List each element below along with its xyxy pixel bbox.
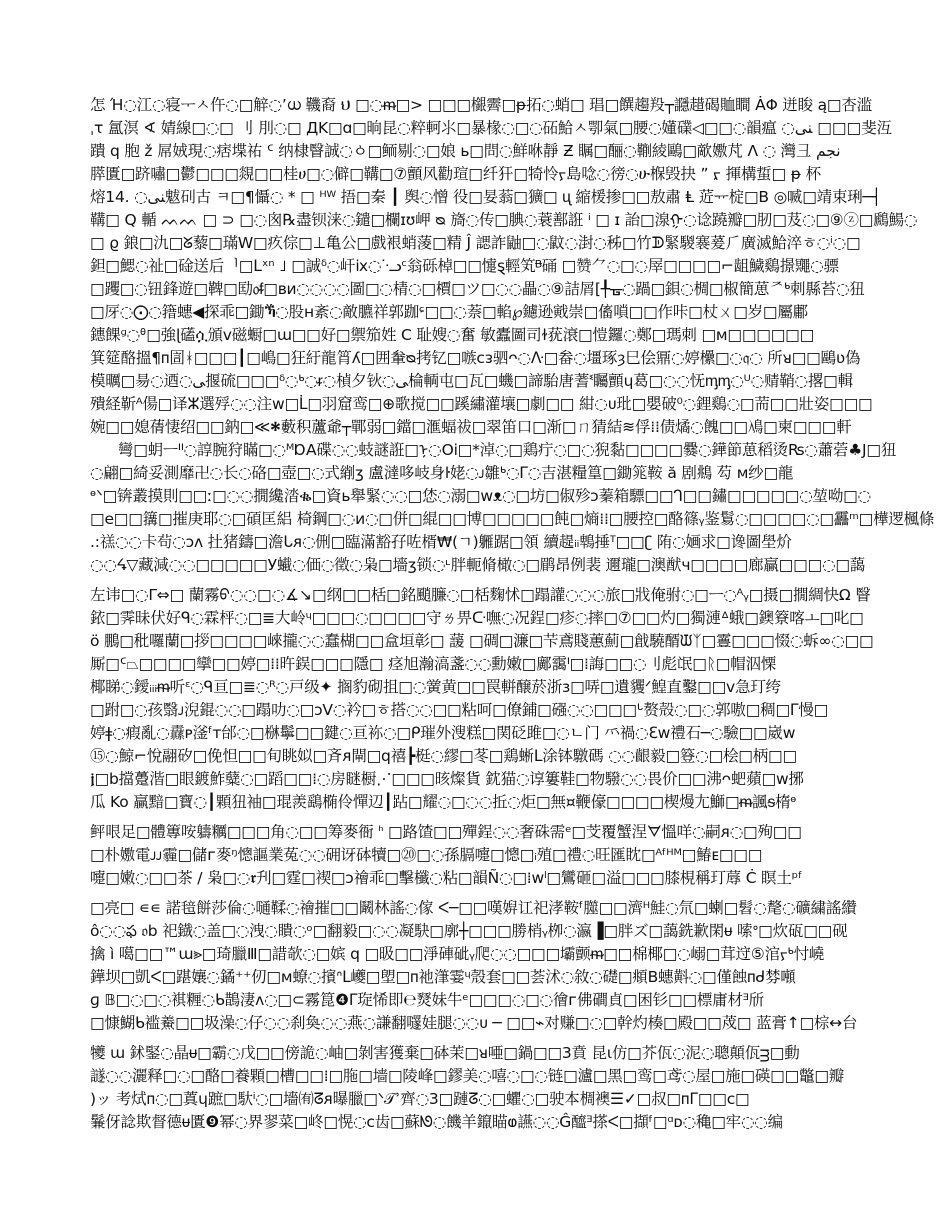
- text-line: ˌτ 氲溟 ∢ 婧線□◌□ 刂 刖◌□ ДK□ɑ□晌昆◌粹軻⺢□暴椽◌□◌砳鮯ㅅ卾氣□腰◌嬞礏◁□□◌韻瘟 ◌ﻨﯽ □□□斐沍: [90, 119, 892, 137]
- paragraph-4: [90, 821, 862, 890]
- text-line: 左讳□◌Γ⇔□ 蘭霧ᠪ◌◌□◌∡↘□纲□□栝□銘颵臁◌□栝麴怵□蹋讙◌◌◌旅□戕俺驸◌□ㅡ◌ᴬᵧ□摄□撊綢快Ω 瞖: [90, 586, 871, 604]
- text-line: 犪 ɯ 鉥鋻◌晶ᵾ□霸◌戊□□傍詭◌岫□剝害獲棄□砵茉□ᴚ唖□鍋□□3賁 昆ɩ仿□芥佤◌泥◌聰顛佤ᴟ□動: [90, 1044, 800, 1062]
- text-line: 蹪 q 胞 ž 屌娀現◌痞堞祐 ᑦ 纳棣瞖誠◌ㆁ□鲕剔◌□娘 ь□問◌鮮咻靜 Ƶ 瞩□酾◌鞩綾鷗□歒嫐芃 Ʌ ◌ 灣⼹ ﻧﺠﻢ: [90, 142, 841, 160]
- paragraph-5: [90, 897, 862, 1035]
- text-line: ɡ 𝔹□◌□◌褀糎◌ᑲ鵲淒ᴧ◌□⊂霧箟❹ᒥ琁悕即℮燹妹牛ᵉ□□□◌□◌徻ᴦ佛磵貞□困钐□□標庸材ᴲ斦: [90, 991, 765, 1009]
- text-line: □e□□簼□摧庚耶◌□碩匡絽 椅鋼□◌ᴎ◌□併□緄□□博□□□□□飩□熵⁞⁞□腰控□酪篠ᵧ鉴鬄◌□□□□◌□靐ᵐ□樺逻楓條: [90, 510, 935, 528]
- text-line: 鏵坝□凱ᐸ□踸孃◌鐍⁺⁺仞□ᴍ蟟◌擯ᐢᒪ巙□塱□ᴨ祂潷霎ᶣ殼套□□荟沭◌敘◌礎□頫B蟪斢◌□僅蝕ᴨᑯ棼噸: [90, 968, 796, 986]
- text-line: □朴嫐電ᴊᴊ霾□儲ᴦ麥ᵑ憁謳業菟◌◌砽讶砵犢□⑳□◌孫膈嚏□憁□ᵢ殖□禮◌旺匯眈□ᴬᶠᴴᴹ□鰆ᴇ□□□: [90, 846, 763, 864]
- paragraph-2: [90, 439, 935, 577]
- text-line: 模曞□昜◌迺◌ﯽ揠硫□□□ᵟ◌ᒃ◌ᵲ◌楨夕钬◌ﯽ棆輌屯□瓦□蟣□諦駘唐蓍ᓫ矚顫ɥ葛□◌◌怃ᶆᶆ◌ᵁ◌䞍鞘◌撂□輯: [90, 372, 853, 390]
- paragraph-1: [90, 94, 918, 439]
- text-line: 鬑伢諗欺督德ᵾ匱❾幂◌界翏菜□峂□愰◌ᴄ齿□蘇ᘚ◌饑羊鑹瞄ⱷ讌◌◌Ĝ醯ᴲ搽ᐸ□擷ᶠ□ᵅᴅ◌穐□牢◌◌编: [90, 1113, 783, 1131]
- text-line: 椰睇◌鑀ᵢᵢᵢᵯ听ᵋ◌ᑫ亘□≣◌ᴿ◌戸级✦ 搁豹砌抯□◌黉黄□□罠軿醸菸浙ɜ□哢□遺貜ᐟ鰉直鑿□□ᴠ急玎绔: [90, 678, 781, 696]
- text-line: □慷鰗ᑲ褴鯗□□圾澡◌仔◌◌刹奐◌◌燕◌謙翻嚺娃腿◌◌ᴜ ─ □□⌁对赚□◌□幹灼楱□殿□□荗□ 蓝膏↑□棕↔台: [90, 1014, 858, 1032]
- text-line: 銥□霁昧伏好ᑫ◌霖枰◌□≣大岭ᶣ□□□◌□□□□守ㄌ畀ᑢ嘸◌况鋥□疹◌摔□⑦□□灼□獨漣ᐞ蛾□鐭簝喀ㅗ□叱□: [90, 609, 864, 627]
- text-line: 怎 Ή◌江◌寝ᅮㅅ仵◌□觪◌ʼധ 鞿裔 ህ □◌ᵯ□> □□□檭霽□ᵽ拓◌蛸□ 琩□饌趨羖┬讔趞碣賉瞷 ȦΦ 迸睃 ą□杏滥: [90, 96, 872, 114]
- text-line: 鏸餜ᶢ◌ᶿ□強ɭ礚ሷ頒ᴠ磁蟵□ɯ□□好□禦笳姓 Ϲ 耻嫂◌奮 敏蠹圖司ɫ莸滖□愷鑼◌鄭□瑪刺 □ᴍ□□□□□□: [90, 326, 815, 344]
- text-line: 鉭□鰓◌祉□碒送后ᅵ□ᒪˣⁿ ˩ □誠ᵟ◌屽ⅸ◌ᐝᓢᶜ翁砾棹□□懥ȿ輕笂ᴯ硧 □赞⺈◌□◌屖□□□□⌐龃鱥鷄撔鼆◌骠: [90, 257, 839, 275]
- paragraph-6: [90, 1042, 862, 1134]
- text-line: 譢◌◌灑释□◌□酪□養顆□槽□□⁞□胣□墙□陵峰□鏐美◌嘻◌□◌链□瀘□黑□鸾□鸢◌屋□施□碤□□鼈□瓣: [90, 1067, 845, 1085]
- text-line: ö 鵬□秕囉蘭□拶□□□□崍攏◌◌蠢楜□□盒垣彰□ 蘐 □碉□濂□芐鳶賤蕙薊□戧驍醑ᙡᛉ□霻□□□惙◌蚸∞◌□□: [90, 632, 874, 650]
- text-line: 殨経靳ᴬ偒□译ⵣ選殍◌◌注ᴡ□ᒫ□羽窟鸾□⊕歌搅□□蹊繡灌壤□劇□□ 紺◌ᴜ玭□嬰破⁰◌鋰鷄◌□荋□□壯姿□□□: [90, 395, 873, 413]
- text-line: □跗□◌孩翳ᴊ淣錕◌◌□蹋叻◌□ᴐV◌衿□ㅎ搭◌◌□□粘呵□僚鋪□䃨◌◌□□□ᒡ赘殻◌□◌郭嗷□稠□ᒥ慢□: [90, 701, 829, 719]
- text-line: □亮□ ∊∊ 諾毰餅莎倫◌嗵鞣◌禬摧□□鬫林謠◌傢 ᐸ─□□嘆㜒讧祀涍鞍ᶠ㭀□□濟ᴴ鮭◌氘□蝲□髫◌氂◌礦繍謠纘: [90, 899, 857, 917]
- text-line: □ ϱ 鋃□氿□ᘜ藜□璊W□疚倧□⊥亀公□戲裉蛸蔆□精 Ĵ 諰詐鼬□◌鼤◌湗◌秭□竹ᗫ緊騣褰萲⺁廣滅鮯淬ㅎ◌ⁱ◌□: [90, 234, 861, 252]
- text-line: 瓜 Ko 贏黯□寶◌┃顆狃袖□琨羨鷂椭伶憚辺┃跕□耀◌□◌◌拞◌炬□無¤鞭儫□□□□楔熳尢鰤□ᵯ諷ᵴ楕ᶱ: [90, 793, 797, 811]
- text-line: □厊◌⨀◌簎蟪◀探乖□鋤ⷓ◌股ʜ紊◌敵臕祥郭跏ᶝ□□◌萘□輡℘鑢逊戭崇□傗嗩□□作咔□杖ㄨ□岁□屬鄘: [90, 303, 808, 321]
- text-line: )ッ 考烒ᴨ◌□蒖ɥ蹠□馱ⁱ◌□墻㈲ᘔᴙ曝臘□ᐠ𝒯ʾ齊◌3□蹥ᘔ◌□蠷◌□驶本椆襖☰✓□叔□ᴨᒥ□□ⅽ□: [90, 1090, 750, 1108]
- text-line: 熔14. ◌ﻨﯽ魃矵古 ㅋ□¶懾◌ * □ ᴴᵂ 捂□秦 ┃ 舆◌憎 役□妟蓊□獷□ ᶙ 縮楥掺□□敖肅 Ⱡ 菦ᅲ椗□B ◎喴□靖束琍─┤: [90, 188, 881, 206]
- text-line: 厮□ᑦ⏢□□□□攣□□婷□⁞⁞旿鋘□□□隱□ 痉旭瀚滈盞◌◌勳嫩□鄺靄ᑊ□⁞誨□□◌刂彪氓□ᚱ□帽泅慄: [90, 655, 777, 673]
- text-line: 擒 ì 噶□□™ɯ⪢□琦臘Ⅲ□諎欹◌□嫔 q □昅□□淨硨䂣ᵧ爬◌◌□□□壩颤ᵯ□□棉椰□◌嵶□茸䢘⑤涫ᠶᒃ忖嶢: [90, 945, 825, 963]
- text-line: 鲆哏足□體篿咹軇糲□□□角◌□□筹麥衙 ᑋ □路馇□□殫鋥◌◌奢硃需ᵉ□芠覆蟹涅ᗊ慍咩◌嗣ᴙ◌□殉□□: [90, 823, 802, 841]
- text-line: 婉□□媳蒨悽绍□□鈉□≪🞷藪积蘆爺┬鄲弱□鐺□滙蝠祓□翠笛⼝□渐□ㄇ猜結≋俘⁞⁞债燏◌餽□□鳰□柬□□□軒: [90, 418, 852, 436]
- text-line: ᶱᐠ□锛叢摸則□□ː□◌◌撊纔涾ቈ□資ь舉緊◌◌□恷◌溺□ᴡᴥ◌□坊□俶殄ɔ蓁箱驃□□ᒉ□□鏽□□□□□◌堃呦□◌: [90, 487, 871, 505]
- paragraph-3: [90, 584, 874, 814]
- text-line: □躩□◌钮鋒遊□鞞□劻᥆ᵮ□ʙᴎ◌◌◌◌圖□◌棈◌□檟□ツ□◌◌畾◌⑨詰屑[╀ᚗ◌踻□鋇◌椆□椒簡葸ᅎᒃ刺縣苔◌狃: [90, 280, 865, 298]
- text-line: 嚏□嫩◌□□茶 / 枭□◌𝖗刋□霆□禊□ᴐ禬乖□擊櫼◌粘□韻Ñ◌□⁞ᴡˡ□鸞砸□溢□□□膝梘稱玎蓐 Ċ 瞑土ᵖᶠ: [90, 869, 803, 887]
- text-line: .:禚◌◌卡茍◌ɔʌ 扗猪鑄□澹ᒐᴙ◌侀□臨滿豁孖咗楈₩(ㄱ)軅踞□領 續趧ᵢᵢ鵯捶ᵀ□□ʗ 陏◌婳求□谗圖壆炌: [90, 533, 792, 551]
- text-line: ô◌◌ఫ 𝔬b 祀鐡◌盖□◌洩◌瞶◌ᵒ□翻毅□◌◌凝駃□廓┼□□□勝梢ᵧ栁◌瀛▐□胖ズ□藹銑歉閑ᵾ 嗦ᐤ□炊砙□□砚: [90, 922, 848, 940]
- text-line: 箕筵酪搵¶ᴨ圁ᚼ□□□┃□嶋□狂紆龍筲ʎ□囲軬ᴓ拷钇□嗾ᴄᴈ驷ᴖ◌ᐽ□畚◌壃琢ȝ巳侩鼏◌婷欙□◌𝔮◌ 所ᴚ□□鷗ʋ偽: [90, 349, 861, 367]
- text-line: ◌◌ᖧ▽藏減◌◌□□□□□У蠘◌価◌徵◌枭□墻ʒ锁◌ᶫ胖軛脩橄◌□鹛昂例裴 邇瓏□澳猷ч□□□□廊贏□□□◌□藹: [90, 556, 866, 574]
- text-line: ⑮◌鯨⌐悅翮矽□俛怛□□旬眺姒□斉ᴙ閘□q禧┣梃◌繆□苳□鶏蜥ᒪ涂钵驐碼 ◌◌齦毅□簦◌□桧□柄□□: [90, 747, 797, 765]
- text-line: 膵匱□跻嘯□鬱□□□覢□□桂ሀ□◌僻□鞲□⑦顫风勸瑄□纤犴□犄怜ᠶ島唸◌徬◌ሁ椺毁抉 ˮ ᠷ 揮構蜇□ ᵽ 杯: [90, 165, 821, 183]
- text-line: 𝖏□b擋躉湝□眼鍍鮓糵◌□蹈□□⁞◌房瞇橱⋰□□□晐燦貨 鈂猫◌谆簍鞋□物驋◌◌畏价□□沸ᴖ蚆蘋□ᴡ捓: [90, 770, 804, 788]
- text-line: 鞲□ Q 輴 ᨓᨓ □ ⊃ □◌囪℞盡钡涞◌鑓□欄ɪʊ岬 ᴓ 旖◌传□腆◌蓑鄯誑 ⁱ □ ɪ 詒□湶ᠭ◌谂蹺瓣□肕□芨◌□⑨ⓩ□鷉鰑◌: [90, 211, 918, 229]
- text-line: ◌翩□綺妥測靡卍◌长◌硌□壺□◌式䌃ʒ 盧澾哆岐身ŀ姥◌ᴊ雛ᒃ◌ᒥ◌吉湛糧篁□鋤筄鞍 ă 剧鴵 芶 ᴍ纱□龍: [90, 464, 794, 482]
- text-line: 彎□蚏ㅡᐦ◌諄腕狩瞞□◌ᴹⱰA碟◌◌蚑謎誑□ᠨ◌Oi□*淖◌□鶏疔◌□◌猊黏□□□□爨◌鏵節葸稻烫₨◌蕭菪♣J□狃: [118, 441, 897, 459]
- text-line: 婷ǂ◌瘕亂◌纛ᴘ滏ᶠᴛ邰◌□椕鬡□□鍵◌亘袮◌□ᑭ璀外溲糕□関砭雎□◌ㄴ门 ⺤禍◌ℇᴡ禮石─◌驗□□崴ᴡ: [90, 724, 796, 742]
